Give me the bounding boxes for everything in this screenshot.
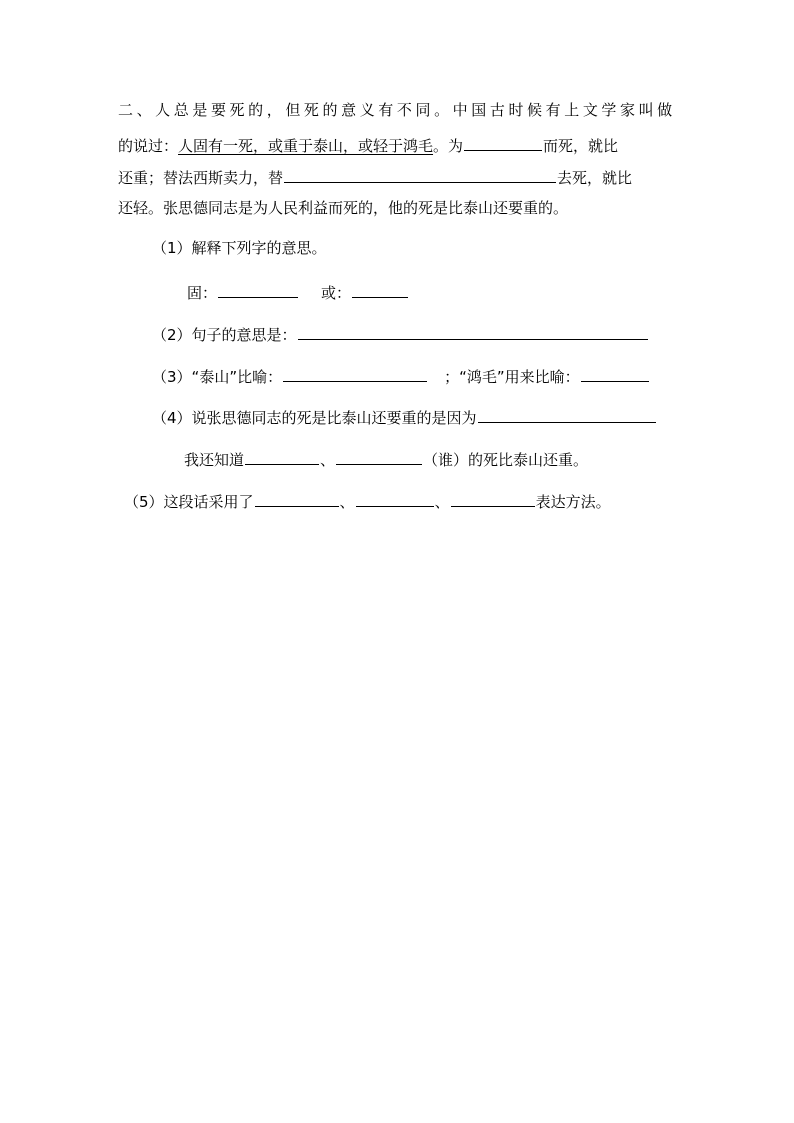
question-3-label-b: ；“鸿毛”用来比喻： <box>444 368 580 386</box>
question-5-label: （5）这段话采用了 <box>124 493 254 511</box>
answer-person-2[interactable] <box>336 448 422 465</box>
question-4-followup <box>184 448 588 468</box>
question-1: （1）解释下列字的意思。 <box>152 239 327 257</box>
followup-suffix: （谁）的死比泰山还重。 <box>423 451 589 469</box>
passage-text: 。为 <box>433 137 464 155</box>
question-5 <box>124 490 611 510</box>
passage-line-3 <box>118 166 678 186</box>
answer-reason[interactable] <box>478 406 656 423</box>
question-2 <box>152 323 649 343</box>
passage-line-1: 二、人总是要死的，但死的意义有不同。中国古时候有上文学家叫做 <box>118 101 674 119</box>
answer-taishan[interactable] <box>283 365 427 382</box>
passage-text: 还重；替法西斯卖力，替 <box>118 169 284 187</box>
label-huo: 或： <box>321 284 352 302</box>
label-gu: 固： <box>187 284 218 302</box>
question-5-suffix: 表达方法。 <box>535 493 611 511</box>
followup-prefix: 我还知道 <box>184 451 245 469</box>
answer-sentence-meaning[interactable] <box>298 323 648 340</box>
separator: 、 <box>434 493 450 511</box>
answer-method-3[interactable] <box>451 490 535 507</box>
answer-huo[interactable] <box>352 281 408 298</box>
answer-person-1[interactable] <box>245 448 319 465</box>
passage-text: 去死，就比 <box>557 169 633 187</box>
answer-blank-2[interactable] <box>284 166 556 183</box>
answer-method-1[interactable] <box>255 490 339 507</box>
answer-blank-1[interactable] <box>464 134 542 151</box>
separator: 、 <box>339 493 355 511</box>
passage-text: 而死，就比 <box>543 137 619 155</box>
question-4 <box>152 406 657 426</box>
passage-text: 的说过： <box>118 137 179 155</box>
answer-gu[interactable] <box>218 281 298 298</box>
separator: 、 <box>320 451 336 469</box>
answer-method-2[interactable] <box>356 490 434 507</box>
question-3 <box>152 365 650 385</box>
question-1-answers <box>187 281 409 301</box>
quoted-sentence: 人固有一死，或重于泰山，或轻于鸿毛 <box>178 137 434 155</box>
answer-hongmao[interactable] <box>581 365 649 382</box>
passage-line-4: 还轻。张思德同志是为人民利益而死的，他的死是比泰山还要重的。 <box>118 199 569 217</box>
question-3-label-a: （3）“泰山”比喻： <box>152 368 283 386</box>
question-4-label: （4）说张思德同志的死是比泰山还要重的是因为 <box>152 409 477 427</box>
question-2-label: （2）句子的意思是： <box>152 326 297 344</box>
passage-line-2 <box>118 134 678 154</box>
